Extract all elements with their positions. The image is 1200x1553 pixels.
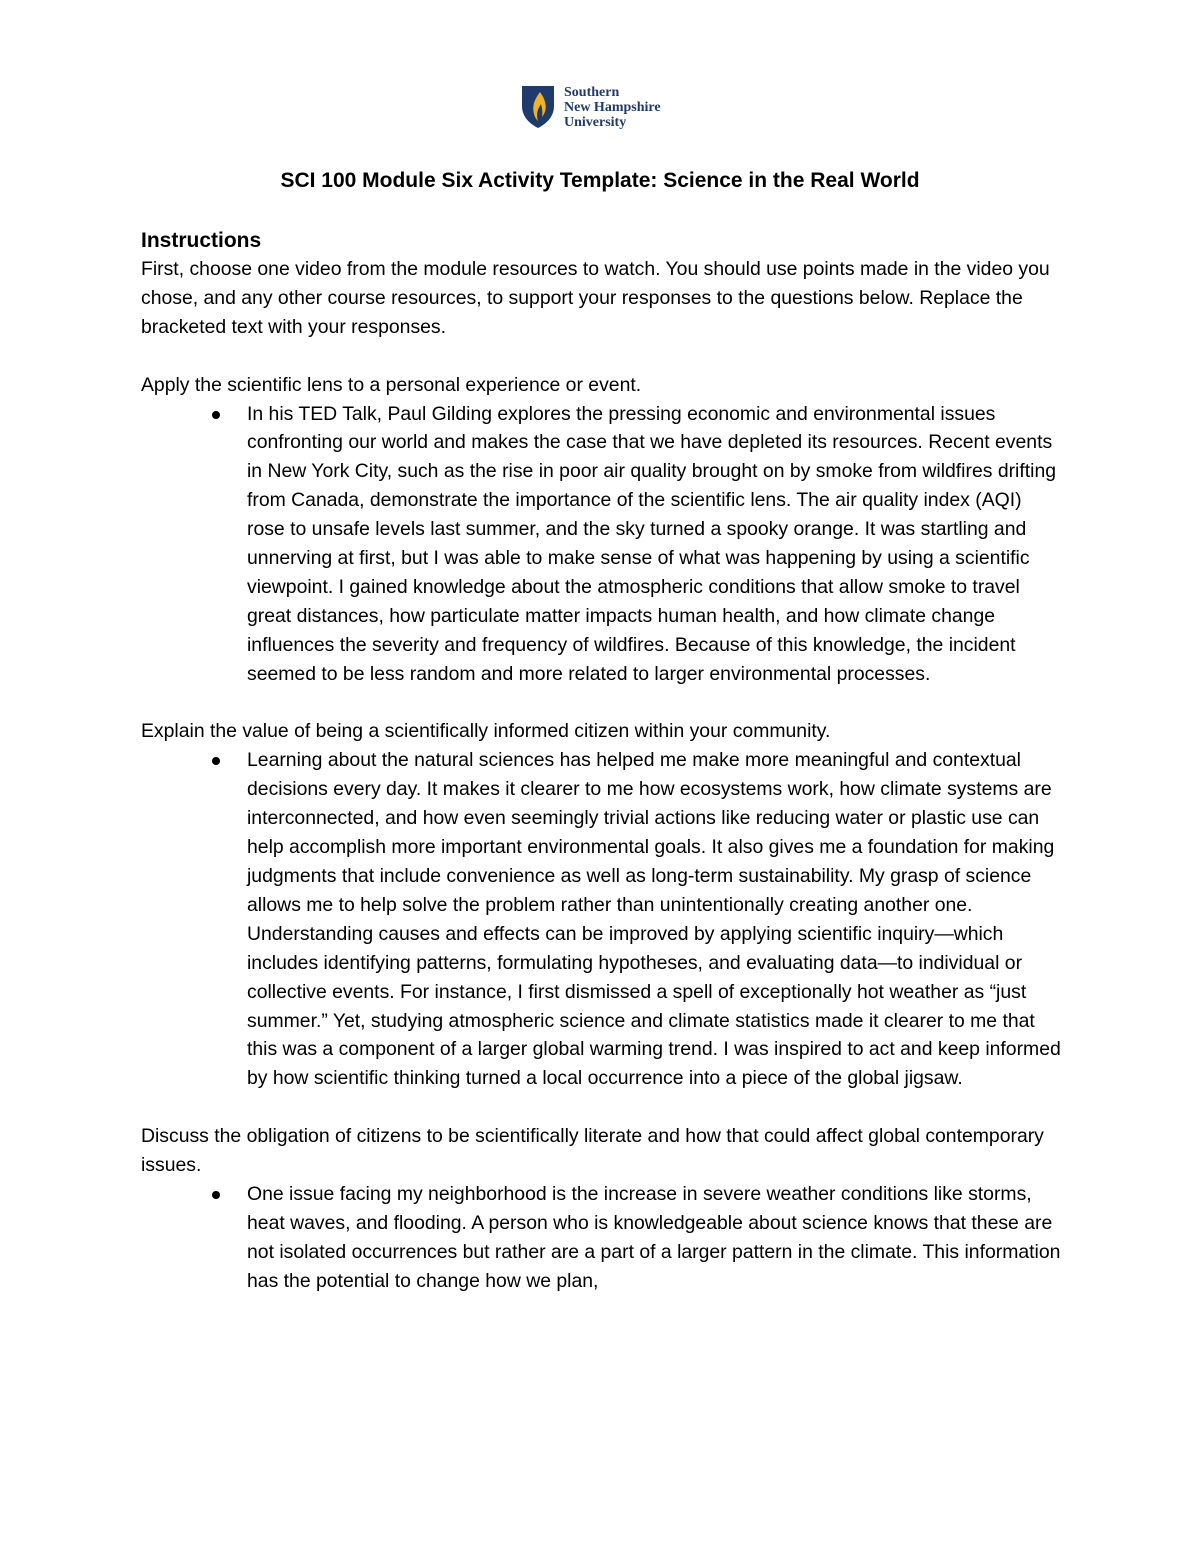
logo-wordmark	[564, 85, 661, 130]
shield-flame-icon	[520, 84, 556, 130]
section-response-2: Learning about the natural sciences has helped me make more meaningful and contextual decisions every day. It makes it clearer to me how ecosystems work, how climate systems are interconnected, and how even seemingly trivial actions like reducing water or plastic use can help accomplish more important environmental goals. It also gives me a foundation for making judgments that include convenience as well as long-term sustainability. My grasp of science allows me to help solve the problem rather than unintentionally creating another one. Understanding causes and effects can be improved by applying scientific inquiry—which includes identifying patterns, formulating hypotheses, and evaluating data—to individual or collective events. For instance, I first dismissed a spell of exceptionally hot weather as “just summer.” Yet, studying atmospheric science and climate statistics made it clearer to me that this was a component of a larger global warming trend. I was inspired to act and keep informed by how scientific thinking turned a local occurrence into a piece of the global jigsaw.	[141, 746, 1061, 1093]
logo-line-3: University	[564, 114, 627, 130]
section-response-1: In his TED Talk, Paul Gilding explores the pressing economic and environmental issues confronting our world and makes the case that we have depleted its resources. Recent events in New York City, such as the rise in poor air quality brought on by smoke from wildfires drifting from Canada, demonstrate the importance of the scientific lens. The air quality index (AQI) rose to unsafe levels last summer, and the sky turned a spooky orange. It was startling and unnerving at first, but I was able to make sense of what was happening by using a scientific viewpoint. I gained knowledge about the atmospheric conditions that allow smoke to travel great distances, how particulate matter impacts human health, and how climate change influences the severity and frequency of wildfires. Because of this knowledge, the incident seemed to be less random and more related to larger environmental processes.	[141, 400, 1061, 689]
university-logo	[520, 84, 661, 130]
section-prompt-3: Discuss the obligation of citizens to be scientifically literate and how that could affect global contemporary issues.	[141, 1125, 1044, 1177]
section-prompt-1: Apply the scientific lens to a personal experience or event.	[141, 373, 642, 396]
spacer	[141, 1093, 1061, 1122]
document-title: SCI 100 Module Six Activity Template: Science in the Real World	[280, 169, 920, 192]
section-response-3: One issue facing my neighborhood is the increase in severe weather conditions like storms, heat waves, and flooding. A person who is knowledgeable about science knows that these are not isolated occurrences but rather are a part of a larger pattern in the climate. This information has the potential to change how we plan,	[141, 1180, 1061, 1296]
section-prompt-2: Explain the value of being a scientifically informed citizen within your community.	[141, 720, 831, 743]
spacer	[141, 689, 1061, 718]
instructions-heading: Instructions	[141, 229, 262, 252]
document-body	[141, 226, 1061, 1296]
logo-line-1: Southern	[564, 84, 620, 100]
instructions-text: First, choose one video from the module resources to watch. You should use points made in the video you chose, and any other course resources, to support your responses to the questions below. Replace the bracketed text with your responses.	[141, 258, 1050, 338]
spacer	[141, 342, 1061, 371]
logo-line-2: New Hampshire	[564, 99, 661, 115]
